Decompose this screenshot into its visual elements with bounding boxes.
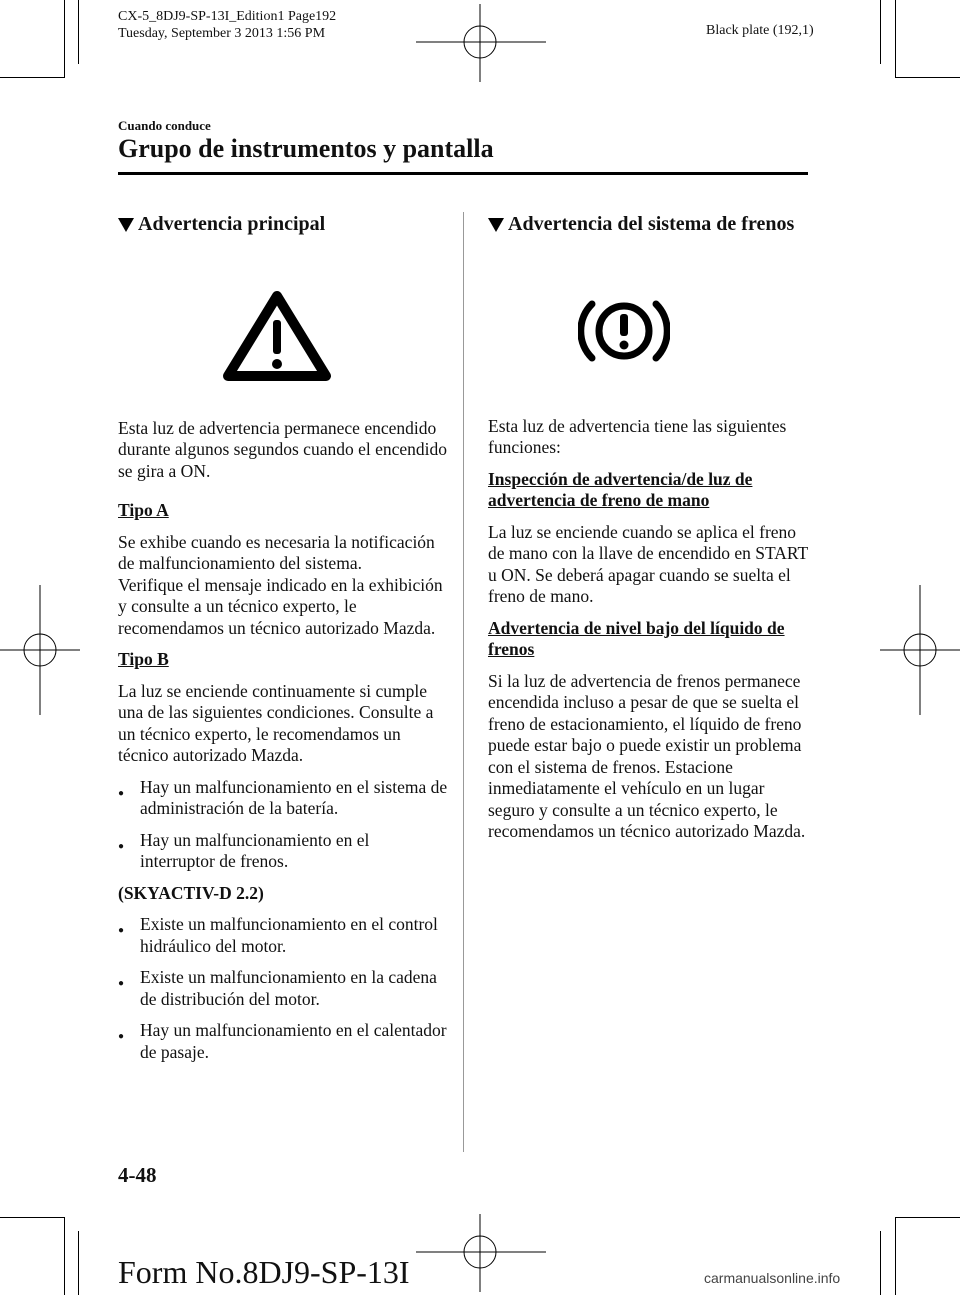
triangle-bullet-icon (488, 218, 504, 232)
master-warning-title: Advertencia principal (138, 213, 326, 235)
brake-warning-heading (488, 214, 810, 236)
type-b-text: La luz se enciende continuamente si cumple una de las siguientes condiciones. Consulte a un técnico experto, le recomendamos un técnico autorizado Mazda. (118, 680, 434, 765)
bullet-icon: ● (118, 1031, 125, 1042)
brake-warning-title: Advertencia del sistema de frenos (508, 213, 795, 235)
list-item (118, 1020, 448, 1063)
type-b-label: Tipo B (118, 649, 169, 669)
bullet-icon: ● (118, 787, 125, 799)
bullet-icon: ● (118, 978, 125, 989)
type-a-label: Tipo A (118, 500, 169, 520)
list-item (118, 830, 448, 873)
heading-rule (118, 172, 808, 175)
master-warning-heading (118, 214, 448, 236)
brake-fluid-text: Si la luz de advertencia de frenos permanece encendida incluso a pesar de que se suelta el freno de estacionamiento, el líquido de freno puede estar bajo o puede existir un problema con el sistema de frenos. Estacione inmediatamente el vehículo en un lugar seguro y consulte a un técnico experto, le recomendamos un técnico autorizado Mazda. (488, 670, 806, 841)
print-info (118, 8, 336, 42)
watermark: carmanualsonline.info (704, 1270, 841, 1286)
bullet-icon: ● (118, 840, 125, 852)
skyactiv-label: (SKYACTIV-D 2.2) (118, 882, 264, 903)
triangle-bullet-icon (118, 218, 134, 232)
registration-mark-right (880, 585, 960, 715)
list-item-text: Existe un malfuncionamiento en el control hidráulico del motor. (140, 914, 438, 956)
column-divider (463, 212, 464, 1152)
warning-triangle-icon (222, 290, 332, 384)
list-item-text: Hay un malfuncionamiento en el calentador de pasaje. (140, 1020, 447, 1062)
type-a-text2: Verifique el mensaje indicado en la exhibición y consulte a un técnico experto, le recomendamos un técnico autorizado Mazda. (118, 574, 443, 638)
right-column (488, 214, 810, 853)
list-item (118, 914, 448, 957)
master-warning-intro: Esta luz de advertencia permanece encendido durante algunos segundos cuando el encendido se gira a ON. (118, 417, 448, 481)
plate-label: Black plate (192,1) (706, 23, 814, 38)
registration-mark-left (0, 585, 80, 715)
brake-fluid-subheading: Advertencia de nivel bajo del líquido de frenos (488, 617, 785, 659)
registration-mark-top (416, 4, 546, 82)
bullet-icon: ● (118, 925, 125, 936)
doc-id: CX-5_8DJ9-SP-13I_Edition1 Page192 (118, 9, 337, 24)
list-item-text: Hay un malfuncionamiento en el interruptor de frenos. (140, 829, 370, 871)
master-warning-figure (118, 236, 448, 394)
list-item-text: Hay un malfuncionamiento en el sistema de administración de la batería. (140, 776, 448, 818)
brake-warning-intro: Esta luz de advertencia tiene las siguientes funciones: (488, 415, 787, 457)
type-a-text1: Se exhibe cuando es necesaria la notificación de malfuncionamiento del sistema. (118, 531, 435, 573)
left-column (118, 214, 448, 1073)
brake-warning-figure (488, 236, 810, 376)
list-item-text: Existe un malfuncionamiento en la cadena de distribución del motor. (140, 967, 437, 1009)
section-kicker: Cuando conduce (118, 118, 211, 133)
page-title: Grupo de instrumentos y pantalla (118, 134, 494, 163)
brake-warning-icon (578, 294, 670, 368)
list-item (118, 967, 448, 1010)
doc-date: Tuesday, September 3 2013 1:56 PM (118, 26, 326, 41)
page-number: 4-48 (118, 1163, 157, 1187)
form-number: Form No.8DJ9-SP-13I (118, 1254, 410, 1290)
list-item (118, 777, 448, 820)
parking-brake-subheading: Inspección de advertencia/de luz de advertencia de freno de mano (488, 468, 753, 510)
registration-mark-bottom (416, 1214, 546, 1292)
parking-brake-text: La luz se enciende cuando se aplica el freno de mano con la llave de encendido en START u ON. Se deberá apagar cuando se suelta el freno de mano. (488, 521, 808, 606)
